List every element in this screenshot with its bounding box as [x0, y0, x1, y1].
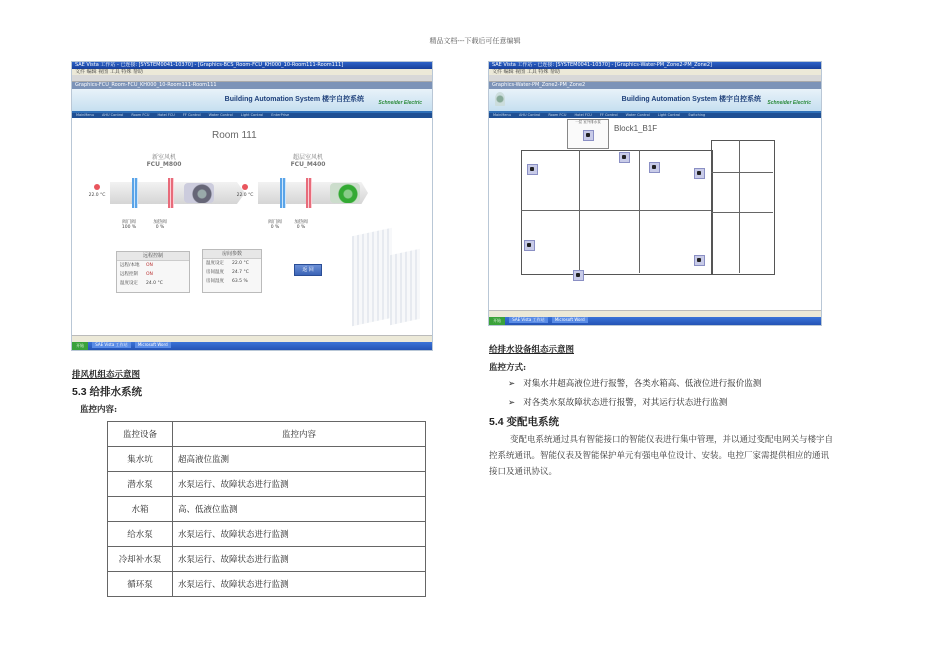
unit2-valve-label: 阀门阀	[268, 220, 282, 225]
status-bar	[72, 335, 432, 342]
nav-item[interactable]: Hotel FCU	[574, 113, 592, 117]
unit2-heat	[288, 220, 314, 230]
remote-toggle[interactable]: ON	[146, 263, 153, 268]
cooling-coil-icon	[132, 178, 138, 208]
app-banner	[72, 89, 432, 113]
plan-wall	[579, 150, 580, 273]
pump-icon[interactable]	[694, 255, 705, 266]
fan-icon[interactable]	[330, 183, 360, 203]
bullet-text: 对集水井超高液位进行报警，各类水箱高、低液位进行报价监测	[523, 379, 762, 389]
nav-item[interactable]: Switching	[688, 113, 706, 117]
unit2-cn: 超层室风机	[292, 154, 323, 161]
header-note: 精品文档---下载后可任意编辑	[429, 37, 521, 45]
pump-icon[interactable]	[619, 152, 630, 163]
pump-icon[interactable]	[573, 270, 584, 281]
unit1-valve	[116, 220, 142, 230]
room-params-panel	[202, 249, 262, 293]
plan-wall	[711, 172, 773, 173]
monitor-table	[107, 421, 426, 597]
floor-plan	[521, 150, 713, 275]
taskbar-item[interactable]: Microsoft Word	[135, 342, 171, 348]
toolbar	[72, 75, 432, 82]
nav-item[interactable]: AHU Control	[518, 113, 541, 117]
nav-item[interactable]: EnterPrise	[271, 113, 290, 117]
banner-title: Building Automation System 楼宇自控系统	[224, 96, 364, 103]
toolbar	[489, 75, 821, 82]
unit1-valve-value: 100 %	[121, 225, 137, 230]
table-row	[108, 547, 426, 572]
room-panel-title: 房间参数	[203, 250, 261, 259]
table-row	[108, 472, 426, 497]
taskbar-item[interactable]: Microsoft Word	[552, 317, 588, 323]
pump-icon	[583, 130, 594, 141]
nav-item[interactable]: Hotel FCU	[157, 113, 175, 117]
unit1-name	[142, 154, 186, 168]
nav-bar	[72, 113, 432, 118]
app-banner	[489, 89, 821, 113]
table-cell: 水箱	[108, 497, 173, 522]
section-53-sub: 监控内容:	[80, 405, 118, 415]
status-bar	[489, 310, 821, 317]
table-cell: 水泵运行、故障状态进行监测	[173, 572, 426, 597]
pump-legend	[567, 119, 609, 149]
section-53-heading: 5.3 给排水系统	[72, 386, 143, 398]
table-cell: 水泵运行、故障状态进行监测	[173, 472, 426, 497]
nav-item[interactable]: MainMenu	[493, 113, 511, 117]
fan-icon[interactable]	[184, 183, 214, 203]
table-cell: 集水坑	[108, 447, 173, 472]
table-cell: 循环泵	[108, 572, 173, 597]
remote-row-label: 远程控制	[120, 272, 138, 277]
unit1-valve-label: 阀门阀	[122, 220, 136, 225]
unit1-id: FCU_M800	[146, 161, 182, 168]
table-cell: 水泵运行、故障状态进行监测	[173, 547, 426, 572]
bullet-text: 对各类水泵故障状态进行报警，对其运行状态进行监测	[523, 398, 728, 408]
remote-row-label: 温度设定	[120, 281, 138, 286]
unit2-temp: 22.0 °C	[236, 193, 254, 198]
nav-bar	[489, 113, 821, 118]
remote-toggle[interactable]: ON	[146, 272, 153, 277]
plan-wall	[639, 150, 640, 273]
back-button[interactable]: 返 回	[294, 264, 322, 276]
remote-control-panel	[116, 251, 190, 293]
remote-row-label: 远程/本地	[120, 263, 140, 268]
table-cell: 潜水泵	[108, 472, 173, 497]
fcu-caption: 排风机组态示意图	[72, 370, 141, 380]
banner-title: Building Automation System 楼宇自控系统	[621, 96, 761, 103]
building-decoration	[390, 249, 420, 325]
setpoint-value[interactable]: 24.0 °C	[146, 281, 163, 286]
plan-wall	[739, 140, 740, 273]
pump-icon[interactable]	[524, 240, 535, 251]
menu-bar[interactable]: 文件 编辑 视图 工具 特殊 帮助	[72, 69, 432, 75]
legend-text: 一层 室外排水泵	[575, 120, 601, 124]
taskbar	[489, 317, 821, 325]
doc-tab[interactable]: Graphics-FCU_Room-FCU_KH000_10-Room111-Room111	[72, 82, 432, 89]
section-54-heading: 5.4 变配电系统	[489, 416, 560, 428]
nav-item[interactable]: Light Control	[657, 113, 681, 117]
remote-panel-title: 远程控制	[117, 252, 189, 261]
room-title: Room 111	[212, 130, 257, 141]
taskbar-item[interactable]: SAE Vista 工作站	[92, 342, 130, 348]
nav-item[interactable]: Room FCU	[548, 113, 567, 117]
menu-bar[interactable]: 文件 编辑 视图 工具 特殊 帮助	[489, 69, 821, 75]
tree-logo-icon	[495, 92, 505, 106]
heating-coil-icon	[168, 178, 174, 208]
fcu-screenshot	[71, 61, 433, 351]
vendor-logo: Schneider Electric	[767, 100, 811, 106]
table-row	[108, 497, 426, 522]
table-header-row	[108, 422, 426, 447]
monitor-mode-title: 监控方式:	[489, 363, 527, 373]
nav-item[interactable]: Room FCU	[131, 113, 150, 117]
table-header-cell: 监控内容	[173, 422, 426, 447]
heating-coil-icon	[306, 178, 312, 208]
unit2-heat-label: 加热阀	[294, 220, 308, 225]
room-row-label: 房间湿度	[206, 279, 224, 284]
paragraph-line: 控系统通讯。智能仪表及智能保护单元有强电单位设计、安装。电控厂家需提供相应的通讯	[489, 451, 830, 461]
nav-item[interactable]: AHU Control	[101, 113, 124, 117]
section-54-paragraph	[489, 432, 889, 480]
unit1-duct	[110, 182, 245, 204]
cooling-coil-icon	[280, 178, 286, 208]
room-row-value: 24.7 °C	[232, 270, 249, 275]
vendor-logo: Schneider Electric	[378, 100, 422, 106]
bullet-item	[508, 377, 761, 389]
nav-item[interactable]: Water Control	[208, 113, 233, 117]
table-cell: 超高液位监测	[173, 447, 426, 472]
room-row-value: 22.0 °C	[232, 261, 249, 266]
window-title-bar: SAE Vista 工作站 - 已连接: [SYSTEM0041-10370] - [Graphics-BCS_Room-FCU_KH000_10-Room111-Room111]	[72, 62, 432, 69]
table-cell: 冷却补水泵	[108, 547, 173, 572]
unit2-heat-value: 0 %	[296, 225, 306, 230]
window-title-bar: SAE Vista 工作站 - 已连接: [SYSTEM0041-10370] - [Graphics-Water-PM_Zone2-PM_Zone2]	[489, 62, 821, 69]
table-row	[108, 447, 426, 472]
plan-wall	[521, 210, 711, 211]
table-cell: 高、低液位监测	[173, 497, 426, 522]
temp-sensor-icon[interactable]	[94, 184, 100, 190]
temp-sensor-icon[interactable]	[242, 184, 248, 190]
pump-icon[interactable]	[649, 162, 660, 173]
pump-icon[interactable]	[694, 168, 705, 179]
taskbar-item[interactable]: SAE Vista 工作站	[509, 317, 547, 323]
paragraph-line: 变配电系统通过具有智能接口的智能仪表进行集中管理，并以通过变配电网关与楼宇自	[510, 435, 834, 445]
unit1-temp: 22.0 °C	[88, 193, 106, 198]
nav-item[interactable]: FF Control	[599, 113, 618, 117]
room-row-label: 温度设定	[206, 261, 224, 266]
nav-item[interactable]: Water Control	[625, 113, 650, 117]
room-row-label: 房间温度	[206, 270, 224, 275]
nav-item[interactable]: Light Control	[240, 113, 264, 117]
room-row-value: 63.5 %	[232, 279, 248, 284]
building-decoration	[352, 228, 392, 327]
nav-item[interactable]: FF Control	[182, 113, 201, 117]
unit2-valve	[262, 220, 288, 230]
taskbar	[72, 342, 432, 350]
bullet-item	[508, 396, 727, 408]
floor-plan-wing	[711, 140, 775, 275]
plan-wall	[711, 212, 773, 213]
nav-item[interactable]: MainMenu	[76, 113, 94, 117]
unit2-valve-value: 0 %	[270, 225, 280, 230]
unit2-name	[284, 154, 332, 168]
water-caption: 给排水设备组态示意图	[489, 345, 575, 355]
unit1-heat-value: 0 %	[155, 225, 165, 230]
start-button[interactable]: 开始	[489, 317, 505, 325]
unit1-cn: 新室风机	[151, 154, 176, 161]
water-screenshot	[488, 61, 822, 326]
unit1-heat-label: 加热阀	[153, 220, 167, 225]
table-cell: 给水泵	[108, 522, 173, 547]
unit2-id: FCU_M400	[290, 161, 326, 168]
arrow-bullet-icon: ➢	[508, 398, 516, 408]
arrow-bullet-icon: ➢	[508, 379, 516, 389]
table-row	[108, 572, 426, 597]
floor-title: Block1_B1F	[614, 124, 658, 133]
table-cell: 水泵运行、故障状态进行监测	[173, 522, 426, 547]
doc-tab[interactable]: Graphics-Water-PM_Zone2-PM_Zone2	[489, 82, 821, 89]
pump-icon[interactable]	[527, 164, 538, 175]
table-row	[108, 522, 426, 547]
table-header-cell: 监控设备	[108, 422, 173, 447]
unit1-heat	[147, 220, 173, 230]
paragraph-line: 接口及通讯协议。	[489, 467, 558, 477]
start-button[interactable]: 开始	[72, 342, 88, 350]
